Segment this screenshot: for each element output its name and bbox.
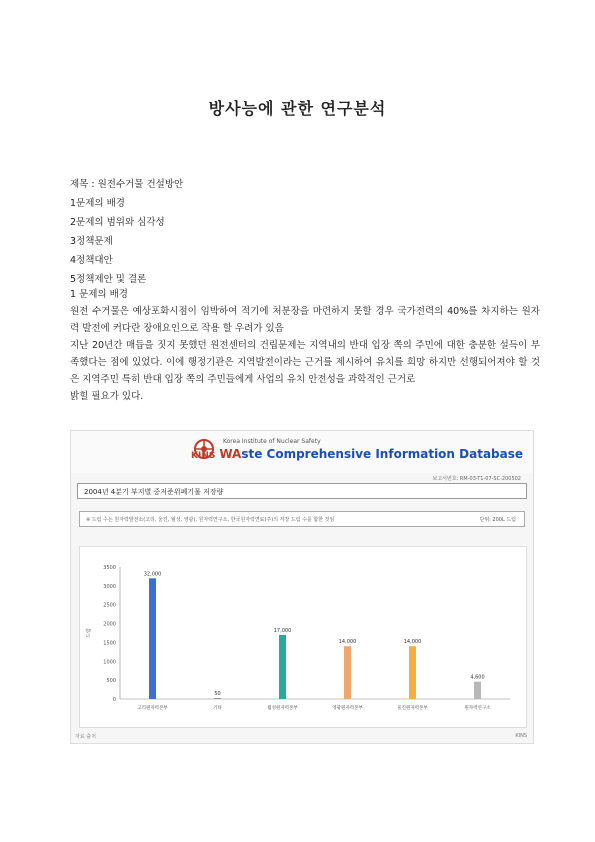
bar xyxy=(409,646,416,699)
org-name: Korea Institute of Nuclear Safety xyxy=(223,438,321,445)
bar xyxy=(474,682,481,699)
figure-waste-chart xyxy=(70,430,534,744)
y-tick-label: 0 xyxy=(112,697,116,703)
data-label: 14,000 xyxy=(403,639,422,646)
y-tick-label: 500 xyxy=(106,678,116,685)
section-background xyxy=(70,286,540,405)
y-tick-label: 2000 xyxy=(103,621,116,628)
paragraph: 지난 20년간 매듭을 짓지 못했던 원전센터의 건립문제는 지역내의 반대 입장 쪽의 주민에 대한 충분한 설득이 부족했다는 점에 있었다. 이에 행정기관은 지역발전이라는 근거를 제시하여 유치를 희망 하지만 선행되어져야 할 것은 지역주민 특히 반대 입장 쪽의 주민들에게 사업의 유치 안전성을 과학적인 근거로 xyxy=(70,340,540,385)
figure-footer xyxy=(71,729,533,743)
org-mark: KINS xyxy=(191,451,216,461)
unit-label: 단위: 200L 드럼 xyxy=(479,517,516,523)
x-tick-label: 원자력연구소 xyxy=(464,706,491,711)
toc-item: 4정책대안 xyxy=(70,255,113,266)
db-name: ste Comprehensive Information Database xyxy=(241,447,524,461)
x-tick-label: 영광원자력본부 xyxy=(332,706,363,711)
x-tick-label: 월성원자력본부 xyxy=(267,706,298,711)
footer-source: 자료 출처 xyxy=(75,734,96,740)
toc-item: 2문제의 범위와 심각성 xyxy=(70,217,165,228)
y-tick-label: 1500 xyxy=(103,640,116,647)
data-label: 50 xyxy=(214,691,221,697)
bar xyxy=(214,698,221,699)
data-label: 32,000 xyxy=(143,571,162,578)
bar xyxy=(344,646,351,699)
section-heading: 1 문제의 배경 xyxy=(70,289,128,300)
data-label: 14,000 xyxy=(338,639,357,646)
paragraph: 원전 수거물은 예상포화시점이 임박하여 적기에 처분장을 마련하지 못할 경우 국가전력의 40%를 차지하는 원자력 발전에 커다란 장애요인으로 작용 할 우려가 있음 xyxy=(70,306,540,334)
x-tick-label: 고리원자력본부 xyxy=(137,706,168,711)
toc-item: 1문제의 배경 xyxy=(70,198,125,209)
footer-org: KINS xyxy=(515,733,527,739)
db-prefix: WA xyxy=(219,447,242,461)
bar xyxy=(149,578,156,699)
chart-title: 2004년 4분기 부지별 중저준위폐기물 저장량 xyxy=(77,483,527,499)
table-of-contents xyxy=(70,175,183,289)
note-text: ※ 드럼 수는 원자력발전소(고리, 울진, 월성, 영광), 원자력연구소, 한국원자력연료(주)의 저장 드럼 수를 합한 것임 xyxy=(86,517,335,523)
chart-note xyxy=(79,511,525,527)
toc-item: 5정책제안 및 결론 xyxy=(70,274,147,285)
toc-item: 3정책문제 xyxy=(70,236,113,247)
chart-area xyxy=(79,546,527,728)
x-tick-label: 울진원자력본부 xyxy=(397,706,428,711)
y-tick-label: 1000 xyxy=(103,659,116,666)
x-tick-label: 기타 xyxy=(213,706,222,711)
y-tick-label: 3500 xyxy=(103,565,116,571)
database-name xyxy=(191,447,523,461)
report-number: 보고서번호: RM-03-T1-07-SC-200502 xyxy=(432,476,521,482)
y-axis-label: 드럼 xyxy=(86,628,92,638)
bar xyxy=(279,635,286,699)
data-label: 17,000 xyxy=(273,627,292,634)
data-label: 4,600 xyxy=(470,674,485,681)
bar-chart xyxy=(80,547,526,727)
kins-header xyxy=(71,431,533,473)
toc-item: 제목 : 원전수거물 건설방안 xyxy=(70,179,184,190)
page-title: 방사능에 관한 연구분석 xyxy=(208,99,387,118)
y-tick-label: 2500 xyxy=(103,602,116,609)
paragraph: 밝힐 필요가 있다. xyxy=(70,391,144,402)
y-tick-label: 3000 xyxy=(103,583,116,590)
